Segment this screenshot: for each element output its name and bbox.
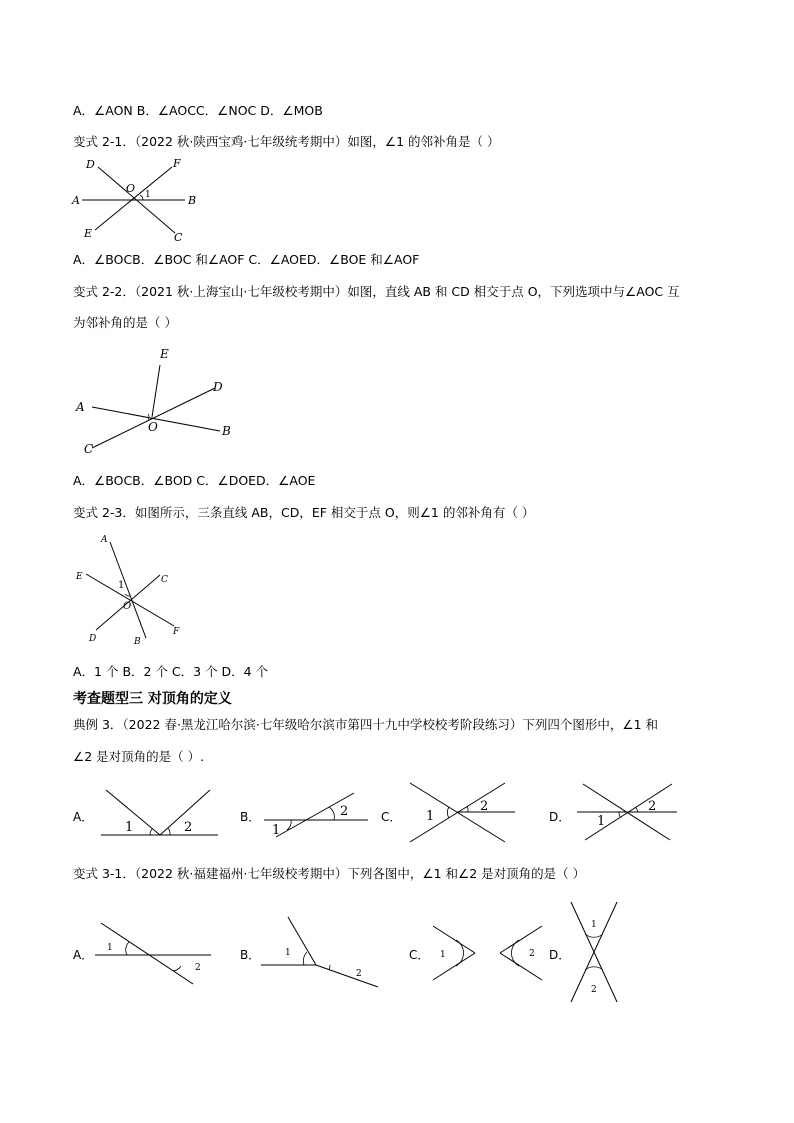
- v3-1-option-b-figure: [258, 912, 383, 992]
- label-C: C: [174, 231, 183, 244]
- label-O: O: [123, 601, 132, 612]
- label-E: E: [84, 227, 93, 240]
- label-D: D: [213, 380, 223, 394]
- angle-2: 2: [529, 949, 535, 959]
- label-B: B: [134, 637, 141, 647]
- v2-2-stem-line1: 变式 2-2．（2021 秋·上海宝山·七年级校考期中）如图，直线 AB 和 CD 相交于点 O，下列选项中与∠AOC 互: [73, 284, 680, 299]
- ex3-option-b-label: B．: [240, 810, 261, 824]
- angle-1: 1: [118, 580, 125, 591]
- angle-2: 2: [184, 820, 193, 835]
- v2-3-figure: [70, 530, 190, 650]
- ex3-stem-line2: ∠2 是对顶角的是（ ）.: [73, 749, 205, 764]
- label-B: B: [222, 424, 231, 438]
- v3-1-option-d-figure: [565, 898, 625, 1008]
- angle-2: 2: [340, 804, 349, 819]
- angle-1: 1: [591, 920, 597, 930]
- label-D: D: [89, 634, 97, 644]
- label-C: C: [161, 575, 168, 585]
- v2-1-figure: [70, 155, 210, 245]
- v2-1-options: A．∠BOCB．∠BOC 和∠AOF C．∠AOED．∠BOE 和∠AOF: [73, 252, 420, 267]
- v2-3-stem: 变式 2-3．如图所示，三条直线 AB，CD，EF 相交于点 O，则∠1 的邻补角有（ ）: [73, 505, 535, 520]
- v3-1-option-c-label: C．: [409, 948, 430, 962]
- label-F: F: [173, 157, 181, 170]
- v2-2-options: A．∠BOCB．∠BOD C．∠DOED．∠AOE: [73, 473, 316, 488]
- angle-2: 2: [195, 963, 201, 973]
- label-B: B: [188, 194, 197, 207]
- label-A: A: [72, 194, 80, 207]
- v3-1-option-c-figure: [427, 918, 552, 988]
- v3-1-option-a-figure: [93, 918, 218, 988]
- v2-2-figure: [70, 343, 245, 458]
- v2-3-options: A．1 个 B．2 个 C．3 个 D．4 个: [73, 664, 269, 679]
- angle-1: 1: [426, 809, 435, 824]
- v3-1-option-d-label: D．: [549, 948, 571, 962]
- angle-1: 1: [440, 950, 446, 960]
- label-E: E: [160, 347, 169, 361]
- ex3-option-d-label: D．: [549, 810, 571, 824]
- label-A: A: [76, 400, 85, 414]
- label-C: C: [84, 442, 94, 456]
- v2-1-stem: 变式 2-1．（2022 秋·陕西宝鸡·七年级统考期中）如图，∠1 的邻补角是（ ）: [73, 134, 500, 149]
- angle-2: 2: [356, 969, 362, 979]
- prev-options: A．∠AON B．∠AOCC．∠NOC D．∠MOB: [73, 103, 323, 118]
- v3-1-option-b-label: B．: [240, 948, 261, 962]
- label-F: F: [173, 627, 180, 637]
- ex3-option-d-figure: [575, 780, 685, 845]
- angle-2: 2: [591, 985, 597, 995]
- angle-1: 1: [125, 820, 134, 835]
- ex3-option-a-label: A．: [73, 810, 94, 824]
- angle-1: 1: [107, 943, 113, 953]
- section-heading: 考查题型三 对顶角的定义: [73, 691, 232, 707]
- angle-1: 1: [597, 814, 606, 829]
- angle-2: 2: [648, 799, 657, 814]
- ex3-option-c-label: C．: [381, 810, 402, 824]
- ex3-option-a-figure: [98, 785, 228, 840]
- label-O: O: [126, 182, 136, 195]
- label-D: D: [86, 158, 95, 171]
- v3-1-option-a-label: A．: [73, 948, 94, 962]
- label-O: O: [148, 420, 158, 434]
- v2-2-stem-line2: 为邻补角的是（ ）: [73, 315, 177, 330]
- ex3-option-c-figure: [405, 780, 525, 845]
- ex3-option-b-figure: [258, 785, 378, 840]
- angle-1: 1: [272, 823, 281, 838]
- angle-2: 2: [480, 799, 489, 814]
- v3-1-stem: 变式 3-1．（2022 秋·福建福州·七年级校考期中）下列各图中，∠1 和∠2 是对顶角的是（ ）: [73, 866, 586, 881]
- label-E: E: [76, 572, 83, 582]
- label-A: A: [101, 535, 108, 545]
- angle-1: 1: [145, 190, 151, 200]
- angle-1: 1: [285, 948, 291, 958]
- ex3-stem-line1: 典例 3．（2022 春·黑龙江哈尔滨·七年级哈尔滨市第四十九中学校校考阶段练习）下列四个图形中，∠1 和: [73, 717, 659, 732]
